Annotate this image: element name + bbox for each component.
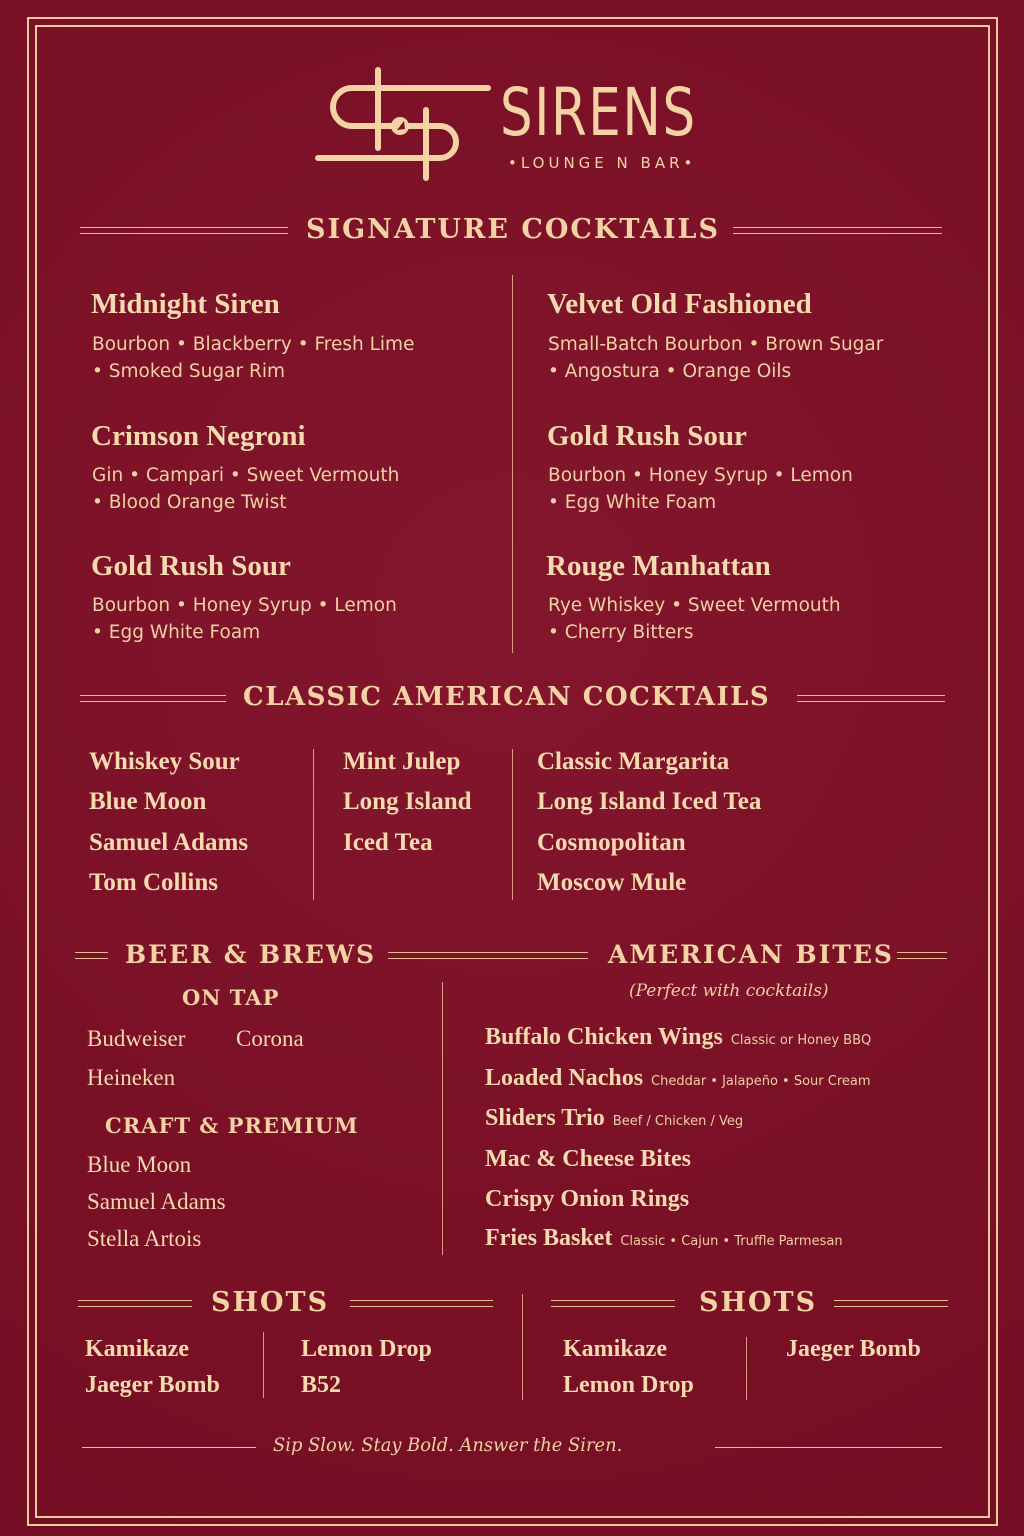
cocktail-desc: • Cherry Bitters xyxy=(548,622,694,643)
cocktail-name: Velvet Old Fashioned xyxy=(547,288,812,320)
beer-item: Budweiser xyxy=(87,1026,186,1051)
shot-item: Kamikaze xyxy=(85,1336,189,1362)
header-rule xyxy=(80,695,226,702)
beer-item: Heineken xyxy=(87,1065,176,1090)
cocktail-name: Crimson Negroni xyxy=(91,420,306,452)
classic-item: Samuel Adams xyxy=(89,829,249,856)
bite-item: Loaded Nachos Cheddar • Jalapeño • Sour Cream xyxy=(485,1065,871,1091)
section-title-shots-left: SHOTS xyxy=(211,1287,330,1318)
cocktail-desc: Gin • Campari • Sweet Vermouth xyxy=(92,465,400,486)
header-rule xyxy=(78,1300,192,1307)
column-divider xyxy=(512,749,513,900)
subsection-craft: CRAFT & PREMIUM xyxy=(105,1113,359,1138)
classic-item: Mint Julep xyxy=(343,748,461,775)
classic-item: Classic Margarita xyxy=(537,748,730,775)
classic-item: Moscow Mule xyxy=(537,869,687,896)
header-rule xyxy=(75,952,108,959)
bite-item: Buffalo Chicken Wings Classic or Honey BBQ xyxy=(485,1024,872,1050)
header-rule xyxy=(834,1300,948,1307)
section-title-classic: CLASSIC AMERICAN COCKTAILS xyxy=(243,682,771,712)
header-rule xyxy=(897,952,947,959)
classic-item: Blue Moon xyxy=(89,788,207,815)
bites-subtitle: (Perfect with cocktails) xyxy=(629,981,829,1001)
shot-item: Kamikaze xyxy=(563,1336,667,1362)
beer-item: Blue Moon xyxy=(87,1152,192,1177)
cocktail-desc: Rye Whiskey • Sweet Vermouth xyxy=(548,595,841,616)
cocktail-name: Gold Rush Sour xyxy=(547,420,747,452)
shot-item: Jaeger Bomb xyxy=(786,1336,921,1362)
cocktail-name: Gold Rush Sour xyxy=(91,550,291,582)
column-divider xyxy=(263,1332,264,1398)
cocktail-desc: Bourbon • Blackberry • Fresh Lime xyxy=(92,334,415,355)
cocktail-name: Rouge Manhattan xyxy=(546,550,771,582)
section-title-signature: SIGNATURE COCKTAILS xyxy=(306,214,721,245)
header-rule xyxy=(388,952,588,959)
bite-item: Mac & Cheese Bites xyxy=(485,1146,691,1172)
column-divider xyxy=(313,749,314,900)
cocktail-desc: • Angostura • Orange Oils xyxy=(548,361,792,382)
classic-item: Long Island Iced Tea xyxy=(537,788,762,815)
beer-item: Samuel Adams xyxy=(87,1189,226,1214)
column-divider xyxy=(522,1294,523,1400)
cocktail-desc: • Egg White Foam xyxy=(548,492,717,513)
bite-item: Crispy Onion Rings xyxy=(485,1186,690,1212)
cocktail-desc: Bourbon • Honey Syrup • Lemon xyxy=(92,595,397,616)
classic-item: Iced Tea xyxy=(343,829,433,856)
shot-item: Lemon Drop xyxy=(301,1336,432,1362)
cocktail-desc: Small-Batch Bourbon • Brown Sugar xyxy=(548,334,884,355)
brand-name: SIRENS xyxy=(500,74,697,151)
siren-monogram-icon xyxy=(305,62,495,186)
shot-item: Jaeger Bomb xyxy=(85,1372,220,1398)
header-rule xyxy=(797,695,945,702)
section-title-beer: BEER & BREWS xyxy=(125,940,377,969)
column-divider xyxy=(512,275,513,653)
shot-item: B52 xyxy=(301,1372,342,1398)
footer-slogan: Sip Slow. Stay Bold. Answer the Siren. xyxy=(273,1434,623,1456)
cocktail-desc: • Blood Orange Twist xyxy=(92,492,287,513)
classic-item: Whiskey Sour xyxy=(89,748,240,775)
classic-item: Tom Collins xyxy=(89,869,218,896)
cocktail-desc: Bourbon • Honey Syrup • Lemon xyxy=(548,465,853,486)
subsection-on-tap: ON TAP xyxy=(182,985,280,1010)
cocktail-desc: • Egg White Foam xyxy=(92,622,261,643)
classic-item: Cosmopolitan xyxy=(537,829,686,856)
cocktail-name: Midnight Siren xyxy=(91,288,280,320)
header-rule xyxy=(733,227,942,234)
column-divider xyxy=(442,982,443,1255)
column-divider xyxy=(746,1337,747,1400)
beer-item: Stella Artois xyxy=(87,1226,202,1251)
bite-item: Fries Basket Classic • Cajun • Truffle Parmesan xyxy=(485,1225,843,1251)
footer-rule xyxy=(82,1447,256,1448)
section-title-bites: AMERICAN BITES xyxy=(608,940,894,969)
cocktail-desc: • Smoked Sugar Rim xyxy=(92,361,285,382)
footer-rule xyxy=(715,1447,942,1448)
beer-item: Corona xyxy=(236,1026,304,1051)
header-rule xyxy=(350,1300,493,1307)
header-rule xyxy=(80,227,288,234)
bite-item: Sliders Trio Beef / Chicken / Veg xyxy=(485,1105,744,1131)
section-title-shots-right: SHOTS xyxy=(699,1287,818,1318)
brand-tagline: •LOUNGE N BAR• xyxy=(508,154,697,172)
classic-item: Long Island xyxy=(343,788,472,815)
shot-item: Lemon Drop xyxy=(563,1372,694,1398)
header-rule xyxy=(551,1300,675,1307)
